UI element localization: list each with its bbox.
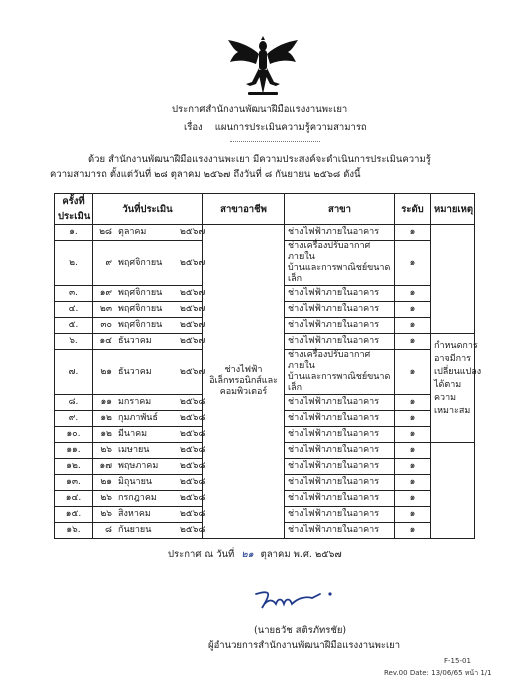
date-month: มิถุนายน (118, 477, 153, 487)
date-year: ๒๕๖๘ (180, 429, 206, 439)
branch-line-2: บ้านและการพาณิชย์ขนาดเล็ก (288, 263, 391, 284)
date-day: ๒๑ (100, 477, 112, 487)
header-branch: สาขา (285, 194, 395, 225)
row-branch: ช่างไฟฟ้าภายในอาคาร (285, 523, 395, 539)
date-day: ๑๑ (100, 397, 112, 407)
row-number: ๖. (55, 334, 93, 350)
row-branch: ช่างไฟฟ้าภายในอาคาร (285, 459, 395, 475)
row-number: ๑๒. (55, 459, 93, 475)
row-number: ๕. (55, 318, 93, 334)
date-month: กุมภาพันธ์ (118, 413, 158, 423)
date-year: ๒๕๖๗ (180, 304, 206, 314)
row-level: ๑ (395, 318, 431, 334)
branch-line-1: ช่างเครื่องปรับอากาศภายใน (288, 350, 371, 371)
row-date (93, 523, 206, 539)
date-day: ๓๐ (100, 320, 112, 330)
date-month: พฤศจิกายน (118, 320, 163, 330)
date-year: ๒๕๖๘ (180, 413, 206, 423)
row-branch: ช่างไฟฟ้าภายในอาคาร (285, 225, 395, 241)
row-branch: ช่างไฟฟ้าภายในอาคาร (285, 395, 395, 411)
row-branch: ช่างไฟฟ้าภายในอาคาร (285, 318, 395, 334)
date-year: ๒๕๖๘ (180, 477, 206, 487)
date-year: ๒๕๖๗ (180, 336, 206, 346)
row-date (93, 443, 206, 459)
row-level: ๑ (395, 443, 431, 459)
date-year: ๒๕๖๘ (180, 461, 206, 471)
date-day: ๑๔ (99, 336, 112, 346)
remark-text: ได้ตามความ (434, 380, 462, 403)
row-date (93, 318, 206, 334)
row-date (93, 507, 206, 523)
announce-date-prefix: ประกาศ ณ วันที่ (168, 549, 235, 560)
row-branch: ช่างไฟฟ้าภายในอาคาร (285, 411, 395, 427)
row-level: ๑ (395, 411, 431, 427)
date-day: ๒๑ (100, 366, 112, 377)
row-branch: ช่างไฟฟ้าภายในอาคาร (285, 334, 395, 350)
form-code: F-15-01 (444, 657, 471, 665)
header-occupation: สาขาอาชีพ (203, 194, 285, 225)
branch-line-2: บ้านและการพาณิชย์ขนาดเล็ก (288, 372, 391, 393)
header-remark: หมายเหตุ (431, 194, 475, 225)
date-year: ๒๕๖๘ (180, 493, 206, 503)
row-level: ๑ (395, 459, 431, 475)
date-month: เมษายน (118, 445, 150, 455)
revision-info: Rev.00 Date: 13/06/65 หน้า 1/1 (384, 669, 492, 677)
row-date (93, 491, 206, 507)
row-branch: ช่างไฟฟ้าภายในอาคาร (285, 286, 395, 302)
date-year: ๒๕๖๘ (180, 525, 206, 535)
date-day: ๑๒ (100, 413, 112, 423)
date-year: ๒๕๖๗ (180, 288, 206, 298)
date-month: สิงหาคม (118, 509, 151, 519)
row-level: ๑ (395, 395, 431, 411)
date-month: พฤษภาคม (118, 461, 159, 471)
occupation-text: คอมพิวเตอร์ (219, 387, 268, 397)
subject-line (184, 122, 367, 134)
date-month: พฤศจิกายน (118, 288, 163, 298)
row-number: ๑๕. (55, 507, 93, 523)
announce-date-day: ๒๑ (241, 549, 254, 560)
header-date: วันที่ประเมิน (93, 194, 203, 225)
row-branch: ช่างไฟฟ้าภายในอาคาร (285, 302, 395, 318)
row-level: ๑ (395, 507, 431, 523)
table-header-row (55, 194, 475, 225)
date-year: ๒๕๖๗ (180, 320, 206, 330)
row-level: ๑ (395, 334, 431, 350)
signature (250, 588, 342, 614)
row-level: ๑ (395, 491, 431, 507)
row-branch: ช่างไฟฟ้าภายในอาคาร (285, 443, 395, 459)
remark-empty-cell (431, 225, 475, 334)
row-date (93, 334, 206, 350)
date-day: ๒๓ (99, 304, 112, 314)
date-year: ๒๕๖๘ (180, 445, 206, 455)
subject-text: แผนการประเมินความรู้ความสามารถ (214, 122, 367, 133)
row-number: ๑๖. (55, 523, 93, 539)
intro-line-1: ด้วย สำนักงานพัฒนาฝีมือแรงงานพะเยา มีความประสงค์จะดำเนินการประเมินความรู้ (88, 154, 431, 165)
remark-empty-cell (431, 443, 475, 539)
row-date (93, 302, 206, 318)
announce-date-rest: ตุลาคม พ.ศ. ๒๕๖๗ (260, 549, 342, 560)
row-branch (285, 241, 395, 286)
date-month: พฤศจิกายน (118, 257, 163, 268)
row-level: ๑ (395, 286, 431, 302)
header-level: ระดับ (395, 194, 431, 225)
row-number: ๑๑. (55, 443, 93, 459)
row-branch: ช่างไฟฟ้าภายในอาคาร (285, 491, 395, 507)
date-month: ธันวาคม (118, 366, 152, 377)
remark-text: เหมาะสม (434, 406, 471, 416)
occupation-text: อิเล็กทรอนิกส์และ (209, 376, 278, 386)
row-date (93, 427, 206, 443)
date-month: มีนาคม (118, 429, 148, 439)
row-level: ๑ (395, 475, 431, 491)
date-year: ๒๕๖๘ (180, 397, 206, 407)
date-year: ๒๕๖๗ (180, 257, 206, 268)
row-date (93, 350, 206, 395)
row-number: ๒. (55, 241, 93, 286)
row-level: ๑ (395, 350, 431, 395)
signatory-position: ผู้อำนวยการสำนักงานพัฒนาฝีมือแรงงานพะเยา (208, 640, 401, 651)
remark-cell (431, 334, 482, 443)
row-branch: ช่างไฟฟ้าภายในอาคาร (285, 475, 395, 491)
date-day: ๒๖ (100, 493, 112, 503)
row-number: ๑๔. (55, 491, 93, 507)
row-number: ๗. (55, 350, 93, 395)
row-number: ๓. (55, 286, 93, 302)
row-date (93, 241, 206, 286)
row-date (93, 286, 206, 302)
header-no: ครั้งที่ ประเมิน (55, 194, 93, 225)
row-level: ๑ (395, 427, 431, 443)
subject-label: เรื่อง (184, 122, 203, 133)
row-number: ๑. (55, 225, 93, 241)
announcement-title: ประกาศสำนักงานพัฒนาฝีมือแรงงานพะเยา (172, 104, 348, 115)
remark-text: อาจมีการ (434, 354, 472, 364)
garuda-emblem-icon (226, 36, 300, 98)
date-day: ๘ (105, 525, 112, 535)
date-year: ๒๕๖๗ (180, 227, 206, 237)
date-month: มกราคม (118, 397, 152, 407)
row-date (93, 395, 206, 411)
row-number: ๙. (55, 411, 93, 427)
row-number: ๑๓. (55, 475, 93, 491)
row-date (93, 459, 206, 475)
row-date (93, 411, 206, 427)
date-month: กันยายน (118, 525, 152, 535)
intro-line-2: ความสามารถ ตั้งแต่วันที่ ๒๘ ตุลาคม ๒๕๖๗ ถึงวันที่ ๘ กันยายน ๒๕๖๘ ดังนี้ (50, 169, 361, 180)
separator-line (230, 141, 320, 142)
row-level: ๑ (395, 225, 431, 241)
table-row (55, 225, 475, 241)
date-year: ๒๕๖๘ (180, 509, 206, 519)
row-date (93, 475, 206, 491)
date-day: ๒๖ (100, 509, 112, 519)
date-day: ๑๗ (99, 461, 112, 471)
remark-text: เปลี่ยนแปลง (434, 367, 482, 377)
occupation-text: ช่างไฟฟ้า (224, 365, 263, 375)
date-day: ๑๙ (99, 288, 112, 298)
date-month: พฤศจิกายน (118, 304, 163, 314)
row-level: ๑ (395, 302, 431, 318)
row-number: ๑๐. (55, 427, 93, 443)
date-day: ๑๒ (100, 429, 112, 439)
date-month: ธันวาคม (118, 336, 152, 346)
occupation-cell (203, 225, 285, 539)
signatory-name: (นายธวัช สติรภัทรชัย) (254, 625, 347, 636)
remark-text: กำหนดการ (434, 341, 478, 351)
row-date (93, 225, 206, 241)
date-day: ๒๖ (100, 445, 112, 455)
row-level: ๑ (395, 523, 431, 539)
date-month: กรกฎาคม (118, 493, 157, 503)
assessment-schedule-table (54, 193, 482, 539)
row-number: ๔. (55, 302, 93, 318)
announce-date (168, 547, 342, 562)
date-day: ๒๘ (99, 227, 112, 237)
row-branch: ช่างไฟฟ้าภายในอาคาร (285, 427, 395, 443)
row-level: ๑ (395, 241, 431, 286)
date-month: ตุลาคม (118, 227, 147, 237)
row-branch (285, 350, 395, 395)
row-branch: ช่างไฟฟ้าภายในอาคาร (285, 507, 395, 523)
date-year: ๒๕๖๗ (180, 366, 206, 377)
branch-line-1: ช่างเครื่องปรับอากาศภายใน (288, 241, 371, 262)
row-number: ๘. (55, 395, 93, 411)
date-day: ๙ (105, 257, 112, 268)
